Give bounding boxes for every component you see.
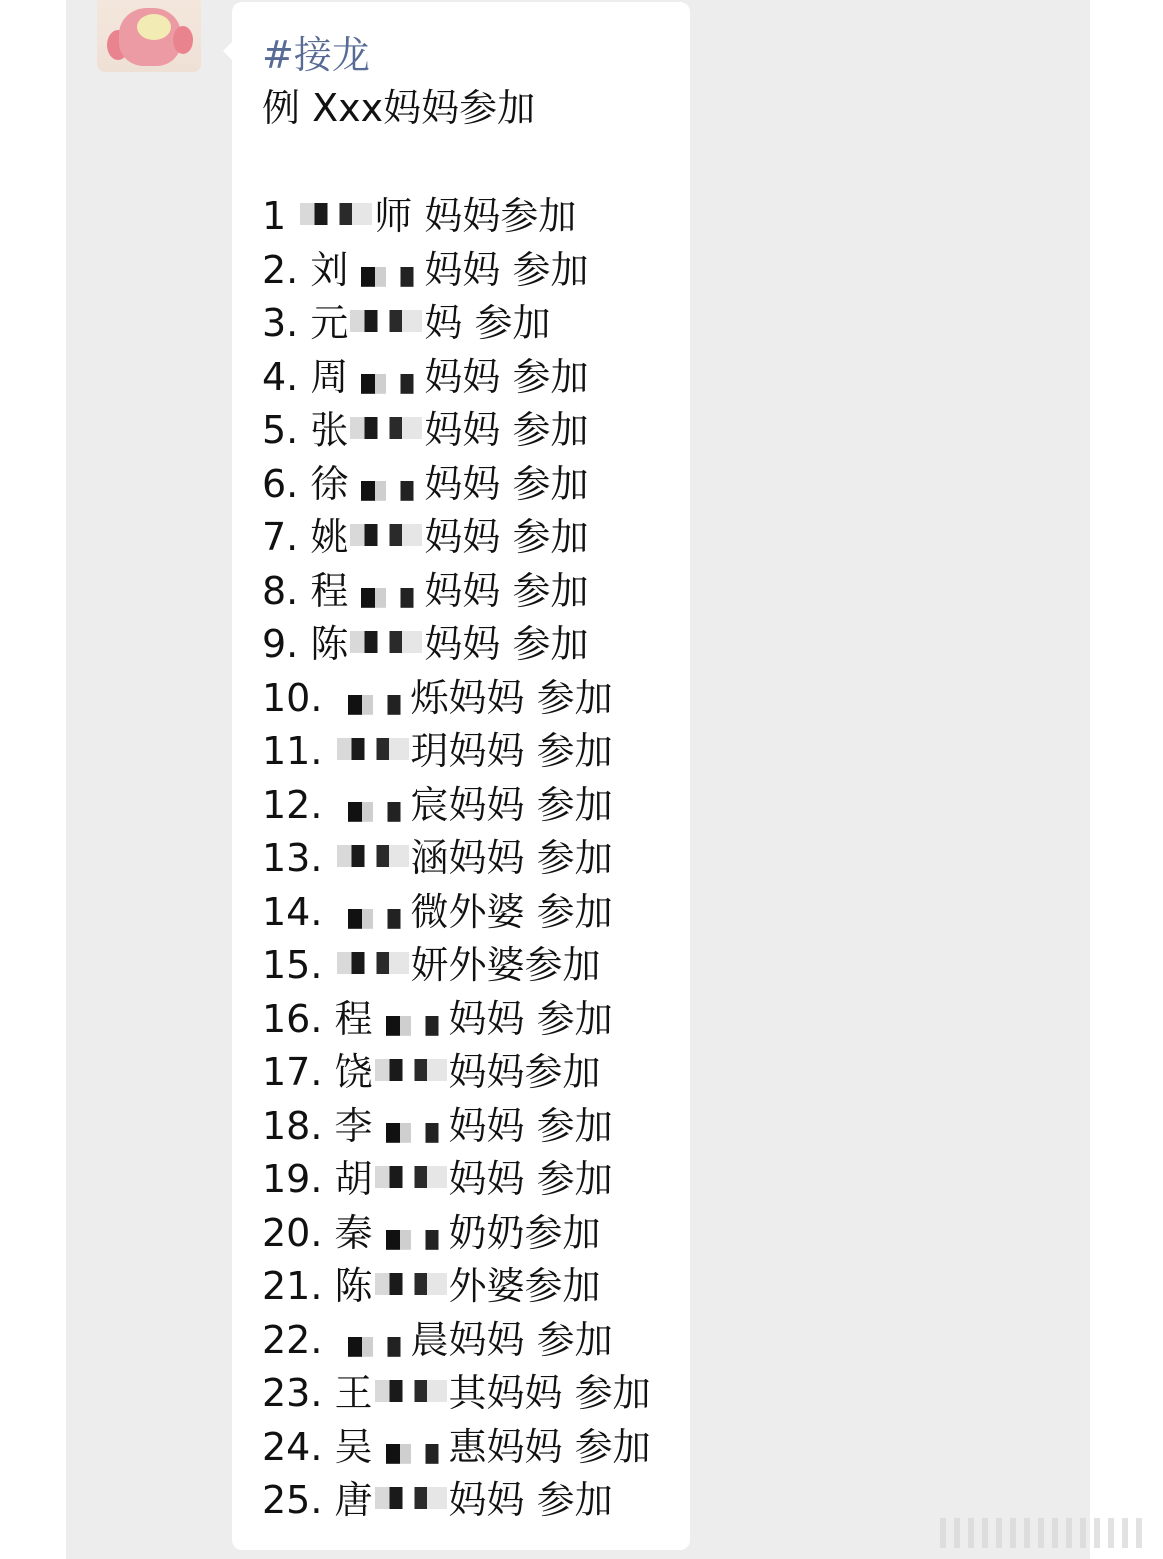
entry-name-end: 妈 参加 (424, 301, 551, 345)
redaction-mosaic (337, 678, 409, 722)
entry-number: 20. (262, 1210, 323, 1255)
redaction-mosaic (375, 1160, 447, 1204)
list-item (262, 1314, 651, 1368)
entry-number: 25. (262, 1478, 323, 1522)
entry-name-end: 玥妈妈 参加 (410, 729, 613, 773)
hashtag-link[interactable]: #接龙 (262, 33, 370, 77)
redaction-mosaic (337, 839, 409, 883)
entry-name-start: 徐 (310, 461, 349, 506)
entry-name-end: 晨妈妈 参加 (410, 1317, 613, 1362)
redaction-mosaic (350, 357, 422, 401)
redaction-mosaic (375, 1481, 447, 1525)
redaction-mosaic (337, 732, 409, 776)
entry-name-start: 吴 (334, 1424, 373, 1469)
entry-number: 1 (262, 194, 287, 238)
entry-number: 13. (262, 836, 323, 880)
entry-name-end: 妈妈 参加 (448, 996, 613, 1041)
list-item (262, 1100, 651, 1154)
redaction-mosaic (337, 1320, 409, 1364)
redaction-mosaic (337, 946, 409, 990)
list-item (262, 351, 651, 405)
entry-number: 22. (262, 1317, 323, 1362)
entry-name-end: 其妈妈 参加 (448, 1371, 651, 1415)
entry-name-end: 奶奶参加 (448, 1210, 601, 1255)
list-item (262, 458, 651, 512)
entry-name-end: 妈妈 参加 (448, 1157, 613, 1201)
entry-name-start: 陈 (334, 1264, 373, 1308)
list-item (262, 939, 651, 993)
entry-name-start: 饶 (334, 1050, 373, 1094)
entry-name-start: 程 (310, 568, 349, 613)
list-item (262, 779, 651, 833)
entry-name-start: 王 (334, 1371, 373, 1415)
list-item (262, 1260, 651, 1314)
entry-name-end: 妈妈 参加 (424, 622, 589, 666)
entry-name-start: 胡 (334, 1157, 373, 1201)
list-item (262, 1153, 651, 1207)
watermark (940, 1518, 1150, 1548)
list-item (262, 1421, 651, 1475)
redaction-mosaic (337, 785, 409, 829)
entry-name-start: 秦 (334, 1210, 373, 1255)
list-item (262, 297, 651, 351)
list-item (262, 1046, 651, 1100)
list-item (262, 244, 651, 298)
entry-number: 6. (262, 461, 299, 506)
redaction-mosaic (375, 1106, 447, 1150)
redaction-mosaic (375, 999, 447, 1043)
redaction-mosaic (350, 625, 422, 669)
entry-name-end: 妈妈参加 (448, 1050, 601, 1094)
entry-name-end: 烁妈妈 参加 (410, 675, 613, 720)
entry-name-start: 周 (310, 354, 349, 399)
list-item (262, 565, 651, 619)
entry-name-end: 妈妈 参加 (424, 354, 589, 399)
entry-number: 7. (262, 515, 299, 559)
list-item (262, 511, 651, 565)
entry-name-end: 宸妈妈 参加 (410, 782, 613, 827)
entry-name-end: 妈妈 参加 (424, 247, 589, 292)
list-item (262, 672, 651, 726)
entry-name-end: 妈妈 参加 (424, 515, 589, 559)
entry-name-end: 妈妈 参加 (448, 1103, 613, 1148)
list-item (262, 1474, 651, 1528)
entry-number: 12. (262, 782, 323, 827)
entry-name-end: 妈妈 参加 (448, 1478, 613, 1522)
redaction-mosaic (375, 1267, 447, 1311)
list-item (262, 886, 651, 940)
message-bubble[interactable] (232, 2, 690, 1550)
entry-number: 16. (262, 996, 323, 1041)
redaction-mosaic (375, 1374, 447, 1418)
entry-number: 5. (262, 408, 299, 452)
list-item (262, 725, 651, 779)
redaction-mosaic (375, 1427, 447, 1471)
redaction-mosaic (337, 892, 409, 936)
entry-number: 19. (262, 1157, 323, 1201)
entry-name-end: 涵妈妈 参加 (410, 836, 613, 880)
redaction-mosaic (375, 1053, 447, 1097)
entry-name-start: 程 (334, 996, 373, 1041)
entry-number: 17. (262, 1050, 323, 1094)
entry-number: 18. (262, 1103, 323, 1148)
entry-name-end: 师 妈妈参加 (374, 194, 577, 238)
entry-number: 10. (262, 675, 323, 720)
list-item (262, 1207, 651, 1261)
entry-number: 3. (262, 301, 299, 345)
entry-name-end: 妈妈 参加 (424, 461, 589, 506)
entry-number: 2. (262, 247, 299, 292)
entry-name-end: 惠妈妈 参加 (448, 1424, 651, 1469)
redaction-mosaic (350, 571, 422, 615)
entry-name-start: 唐 (334, 1478, 373, 1522)
list-item (262, 404, 651, 458)
redaction-mosaic (350, 250, 422, 294)
redaction-mosaic (300, 197, 372, 241)
list-item (262, 993, 651, 1047)
entry-number: 15. (262, 943, 323, 987)
list-item (262, 832, 651, 886)
avatar-plush-arm (173, 26, 193, 54)
entry-name-end: 妍外婆参加 (410, 943, 601, 987)
redaction-mosaic (350, 518, 422, 562)
redaction-mosaic (375, 1213, 447, 1257)
entry-name-end: 微外婆 参加 (410, 889, 613, 934)
entry-name-start: 姚 (310, 515, 349, 559)
entry-name-end: 外婆参加 (448, 1264, 601, 1308)
entry-name-start: 元 (310, 301, 349, 345)
avatar-plush-face (137, 14, 171, 40)
redaction-mosaic (350, 411, 422, 455)
entry-number: 21. (262, 1264, 323, 1308)
example-line: 例 Xxx妈妈参加 (262, 86, 536, 130)
entry-name-start: 张 (310, 408, 349, 452)
entry-number: 23. (262, 1371, 323, 1415)
signup-list (262, 190, 651, 1528)
redaction-mosaic (350, 464, 422, 508)
entry-name-end: 妈妈 参加 (424, 568, 589, 613)
entry-number: 24. (262, 1424, 323, 1469)
entry-number: 14. (262, 889, 323, 934)
entry-name-start: 刘 (310, 247, 349, 292)
list-item (262, 190, 651, 244)
entry-name-start: 陈 (310, 622, 349, 666)
entry-number: 9. (262, 622, 299, 666)
list-item (262, 618, 651, 672)
sender-avatar[interactable] (97, 0, 201, 72)
entry-name-start: 李 (334, 1103, 373, 1148)
entry-number: 11. (262, 729, 323, 773)
entry-number: 8. (262, 568, 299, 613)
entry-number: 4. (262, 354, 299, 399)
redaction-mosaic (350, 304, 422, 348)
list-item (262, 1367, 651, 1421)
entry-name-end: 妈妈 参加 (424, 408, 589, 452)
